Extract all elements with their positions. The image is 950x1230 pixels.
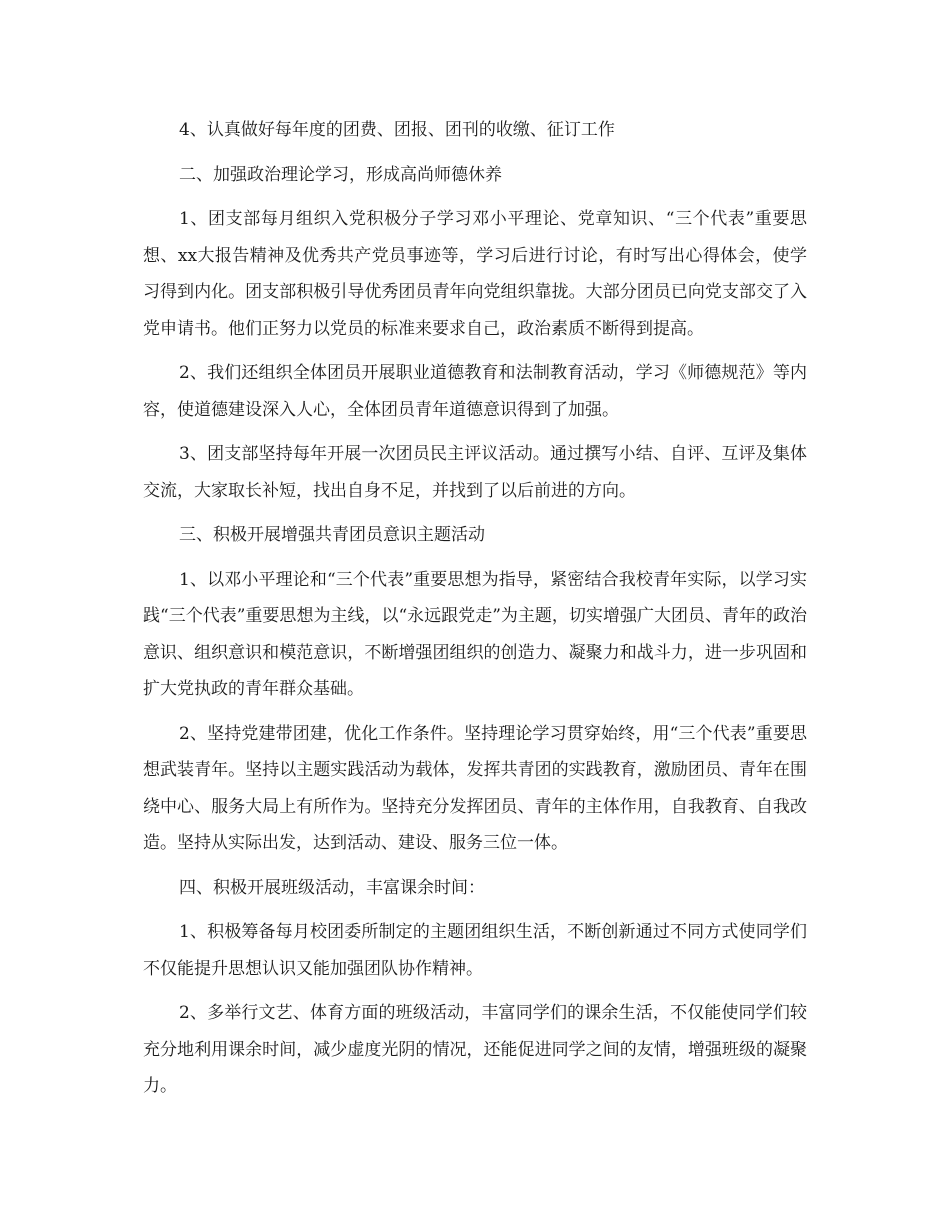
paragraph-2-1: 1、团支部每月组织入党积极分子学习邓小平理论、党章知识、“三个代表”重要思想、xx大报告精神及优秀共产党员事迹等，学习后进行讨论，有时写出心得体会，使学习得到内化。团支部积极引导优秀团员青年向党组织靠拢。大部分团员已向党支部交了入党申请书。他们正努力以党员的标准来要求自己，政治素质不断得到提高。 (143, 209, 807, 339)
section-heading-4: 四、积极开展班级活动，丰富课余时间： (179, 877, 485, 898)
document-body (143, 112, 807, 1113)
paragraph-2-3: 3、团支部坚持每年开展一次团员民主评议活动。通过撰写小结、自评、互评及集体交流，大家取长补短，找出自身不足，并找到了以后前进的方向。 (143, 444, 807, 501)
paragraph-3-1: 1、以邓小平理论和“三个代表”重要思想为指导，紧密结合我校青年实际，以学习实践“三个代表”重要思想为主线，以“永远跟党走”为主题，切实增强广大团员、青年的政治意识、组织意识和模范意识，不断增强团组织的创造力、凝聚力和战斗力，进一步巩固和扩大党执政的青年群众基础。 (143, 569, 807, 699)
paragraph-3-2: 2、坚持党建带团建，优化工作条件。坚持理论学习贯穿始终，用“三个代表”重要思想武装青年。坚持以主题实践活动为载体，发挥共青团的实践教育，激励团员、青年在围绕中心、服务大局上有所作为。坚持充分发挥团员、青年的主体作用，自我教育、自我改造。坚持从实际出发，达到活动、建设、服务三位一体。 (143, 723, 807, 853)
paragraph-1: 4、认真做好每年度的团费、团报、团刊的收缴、征订工作 (179, 120, 615, 140)
section-heading-3: 三、积极开展增强共青团员意识主题活动 (179, 525, 485, 545)
section-heading-2: 二、加强政治理论学习，形成高尚师德休养 (179, 164, 502, 185)
paragraph-4-2: 2、多举行文艺、体育方面的班级活动，丰富同学们的课余生活，不仅能使同学们较充分地利用课余时间，减少虚度光阴的情况，还能促进同学之间的友情，增强班级的凝聚力。 (143, 1003, 807, 1096)
paragraph-2-2: 2、我们还组织全体团员开展职业道德教育和法制教育活动，学习《师德规范》等内容，使道德建设深入人心，全体团员青年道德意识得到了加强。 (143, 363, 807, 420)
paragraph-4-1: 1、积极筹备每月校团委所制定的主题团组织生活，不断创新通过不同方式使同学们不仅能提升思想认识又能加强团队协作精神。 (143, 922, 807, 979)
